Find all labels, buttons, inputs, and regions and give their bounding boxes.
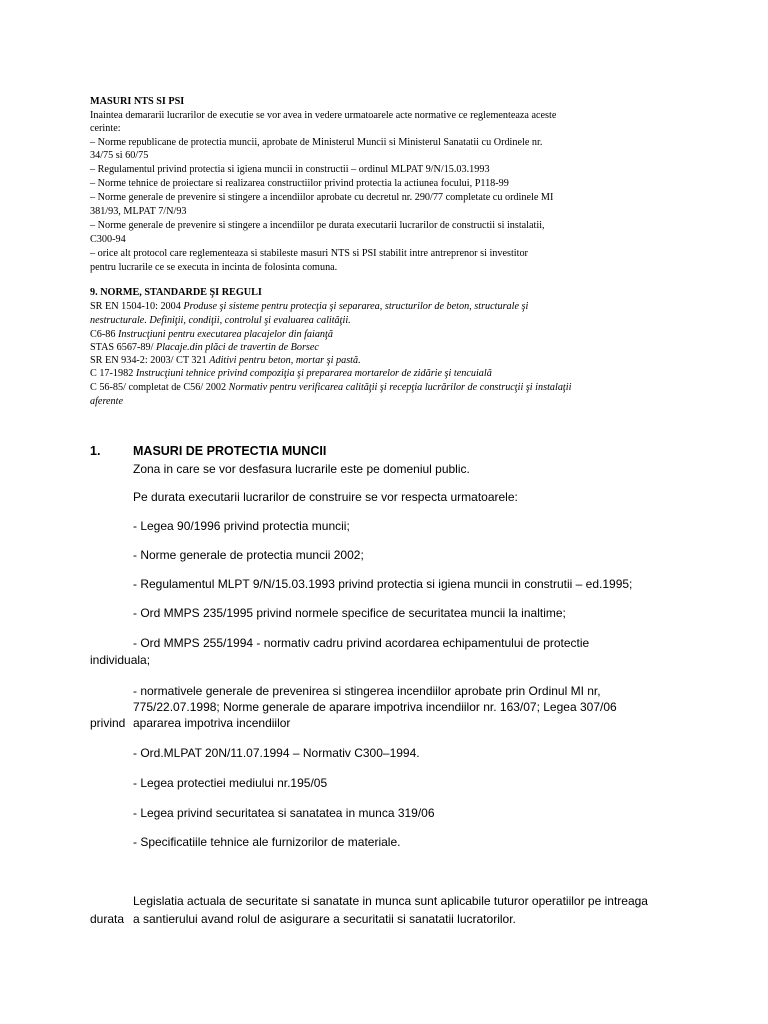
- section-nts-title: MASURI NTS SI PSI: [90, 96, 185, 107]
- list-item: - Legea privind securitatea si sanatatea in munca 319/06: [133, 806, 435, 820]
- standard-title: Aditivi pentru beton, mortar şi pastă.: [209, 355, 361, 366]
- standard-title: aferente: [90, 396, 123, 407]
- nts-line: cerinte:: [90, 123, 121, 134]
- norme-line: [90, 381, 660, 395]
- standard-code: SR EN 1504-10: 2004: [90, 301, 181, 312]
- list-item: - normativele generale de prevenirea si stingerea incendiilor aprobate prin Ordinul MI nr,: [133, 684, 601, 698]
- list-item-continuation: individuala;: [90, 653, 151, 667]
- list-item-continuation: apararea impotriva incendiilor: [133, 716, 291, 730]
- list-item: - Regulamentul MLPT 9/N/15.03.1993 privind protectia si igiena muncii in construtii – ed.1995;: [133, 577, 633, 591]
- standard-code: SR EN 934-2: 2003/ CT 321: [90, 355, 207, 366]
- section-number: 1.: [90, 444, 101, 458]
- norme-line: [90, 341, 660, 355]
- nts-line: C300-94: [90, 234, 126, 245]
- norme-line: [90, 300, 660, 314]
- list-item: - Ord MMPS 235/1995 privind normele specifice de securitatea muncii la inaltime;: [133, 606, 566, 620]
- standard-title: Instrucţiuni tehnice privind compoziţia şi prepararea mortarelor de zidărie şi tencuială: [135, 368, 492, 379]
- nts-line: 34/75 si 60/75: [90, 150, 149, 161]
- standard-title: Produse şi sisteme pentru protecţia şi separarea, structurilor de beton, structurale şi: [183, 301, 529, 312]
- nts-line: – Norme generale de prevenire si stingere a incendiilor aprobate cu decretul nr. 290/77 completate cu ordinele MI: [90, 192, 554, 203]
- nts-line: 381/93, MLPAT 7/N/93: [90, 206, 187, 217]
- standard-code: C 56-85/ completat de C56/ 2002: [90, 382, 227, 393]
- standard-title: nestructurale. Definiţii, condiţii, controlul şi evaluarea calităţii.: [90, 315, 351, 326]
- standard-code: C6-86: [90, 329, 116, 340]
- intro-text: Pe durata executarii lucrarilor de construire se vor respecta urmatoarele:: [133, 490, 518, 504]
- section-protectie-title: MASURI DE PROTECTIA MUNCII: [133, 444, 327, 458]
- standard-code: C 17-1982: [90, 368, 134, 379]
- list-item: - Legea protectiei mediului nr.195/05: [133, 776, 328, 790]
- final-paragraph-continuation: a santierului avand rolul de asigurare a securitatii si sanatatii lucratorilor.: [133, 912, 516, 926]
- nts-line: Inaintea demararii lucrarilor de executie se vor avea in vedere urmatoarele acte normative ce reglementeaza aceste: [90, 110, 557, 121]
- nts-line: – orice alt protocol care reglementeaza si stabileste masuri NTS si PSI stabilit intre antreprenor si investitor: [90, 248, 528, 259]
- list-item-continuation: 775/22.07.1998; Norme generale de aparare impotriva incendiilor nr. 163/07; Legea 307/06: [133, 700, 617, 714]
- norme-line: [90, 395, 660, 409]
- final-paragraph-continuation: durata: [90, 912, 125, 926]
- norme-line: [90, 367, 660, 381]
- zona-text: Zona in care se vor desfasura lucrarile este pe domeniul public.: [133, 462, 470, 476]
- standard-title: Instrucţiuni pentru executarea placajelor din faianţă: [118, 329, 333, 340]
- nts-line: – Norme generale de prevenire si stingere a incendiilor pe durata executarii lucrarilor de constructii si instalatii,: [90, 220, 545, 231]
- list-item: - Norme generale de protectia muncii 2002;: [133, 548, 364, 562]
- list-item: - Ord.MLPAT 20N/11.07.1994 – Normativ C300–1994.: [133, 746, 420, 760]
- norme-line: [90, 314, 660, 328]
- nts-line: pentru lucrarile ce se executa in incinta de folosinta comuna.: [90, 262, 338, 273]
- nts-line: – Norme republicane de protectia muncii, aprobate de Ministerul Muncii si Ministerul Sanatatii cu Ordinele nr.: [90, 137, 543, 148]
- list-item: - Specificatiile tehnice ale furnizorilor de materiale.: [133, 835, 401, 849]
- list-item: - Legea 90/1996 privind protectia muncii;: [133, 519, 350, 533]
- norme-line: [90, 328, 660, 342]
- final-paragraph: Legislatia actuala de securitate si sanatate in munca sunt aplicabile tuturor operatiilor pe intreaga: [133, 894, 648, 908]
- nts-line: – Regulamentul privind protectia si igiena muncii in constructii – ordinul MLPAT 9/N/15.03.1993: [90, 164, 490, 175]
- section-norme-title: 9. NORME, STANDARDE ŞI REGULI: [90, 287, 262, 298]
- standard-title: Placaje.din plăci de travertin de Borsec: [155, 342, 319, 353]
- nts-line: – Norme tehnice de proiectare si realizarea constructiilor privind protectia la actiunea focului, P118-99: [90, 178, 509, 189]
- norme-line: [90, 354, 660, 368]
- list-item: - Ord MMPS 255/1994 - normativ cadru privind acordarea echipamentului de protectie: [133, 636, 590, 650]
- standard-title: Normativ pentru verificarea calităţii şi recepţia lucrărilor de construcţii şi instalaţii: [228, 382, 572, 393]
- standard-code: STAS 6567-89/: [90, 342, 154, 353]
- list-item-continuation: privind: [90, 716, 126, 730]
